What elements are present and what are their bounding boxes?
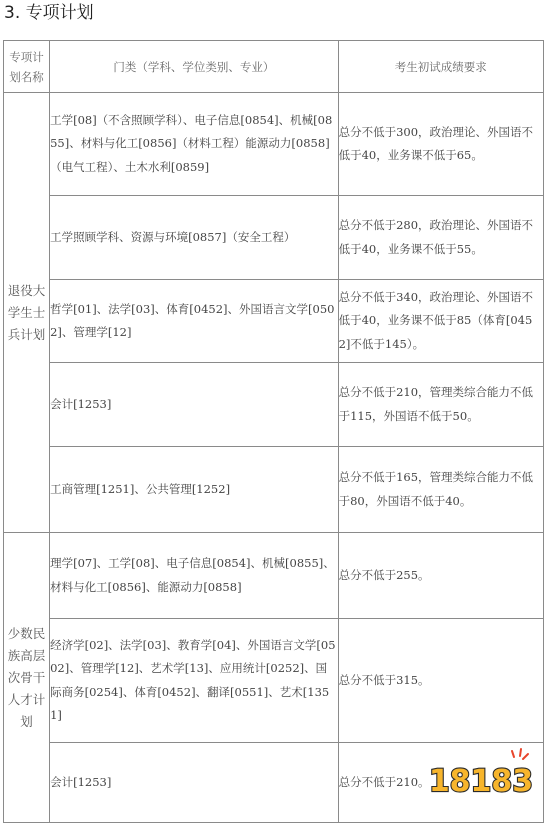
group-name-veteran: 退役大学生士兵计划: [4, 93, 50, 533]
section-title: 3. 专项计划: [4, 3, 94, 23]
group-name-minority: 少数民族高层次骨干人才计划: [4, 533, 50, 823]
category-cell: 工商管理[1251]、公共管理[1252]: [50, 447, 339, 533]
category-cell: 工学[08]（不含照顾学科）、电子信息[0854]、机械[0855]、材料与化工[0856]（材料工程）能源动力[0858]（电气工程）、土木水利[0859]: [50, 93, 339, 196]
table-row: [4, 447, 544, 533]
special-plan-table: [3, 40, 544, 823]
category-cell: 哲学[01]、法学[03]、体育[0452]、外国语言文学[0502]、管理学[12]: [50, 280, 339, 363]
table-row: [4, 93, 544, 196]
requirement-cell: 总分不低于340，政治理论、外国语不低于40，业务课不低于85（体育[0452]不低于145）。: [338, 280, 543, 363]
category-cell: 经济学[02]、法学[03]、教育学[04]、外国语言文学[0502]、管理学[12]、艺术学[13]、应用统计[0252]、国际商务[0254]、体育[0452]、翻译[0551]、艺术[1351]: [50, 619, 339, 743]
category-cell: 会计[1253]: [50, 363, 339, 447]
category-cell: 理学[07]、工学[08]、电子信息[0854]、机械[0855]、材料与化工[0856]、能源动力[0858]: [50, 533, 339, 619]
table-row: [4, 363, 544, 447]
category-cell: 工学照顾学科、资源与环境[0857]（安全工程）: [50, 196, 339, 280]
requirement-cell: 总分不低于280，政治理论、外国语不低于40，业务课不低于55。: [338, 196, 543, 280]
requirement-cell: 总分不低于300，政治理论、外国语不低于40，业务课不低于65。: [338, 93, 543, 196]
logo-text: 18183: [428, 764, 534, 799]
header-category: 门类（学科、学位类别、专业）: [50, 41, 339, 93]
table-row: [4, 533, 544, 619]
requirement-cell: 总分不低于210。: [338, 743, 543, 823]
table-row: [4, 280, 544, 363]
logo-sparkle-icon: [512, 749, 528, 759]
table-row: [4, 196, 544, 280]
site-logo-watermark: [426, 745, 536, 803]
header-plan-name: 专项计划名称: [4, 41, 50, 93]
requirement-cell: 总分不低于165，管理类综合能力不低于80，外国语不低于40。: [338, 447, 543, 533]
category-cell: 会计[1253]: [50, 743, 339, 823]
requirement-cell: 总分不低于315。: [338, 619, 543, 743]
table-row: [4, 619, 544, 743]
table-header-row: [4, 41, 544, 93]
header-score-requirement: 考生初试成绩要求: [338, 41, 543, 93]
requirement-cell: 总分不低于210，管理类综合能力不低于115，外国语不低于50。: [338, 363, 543, 447]
requirement-cell: 总分不低于255。: [338, 533, 543, 619]
